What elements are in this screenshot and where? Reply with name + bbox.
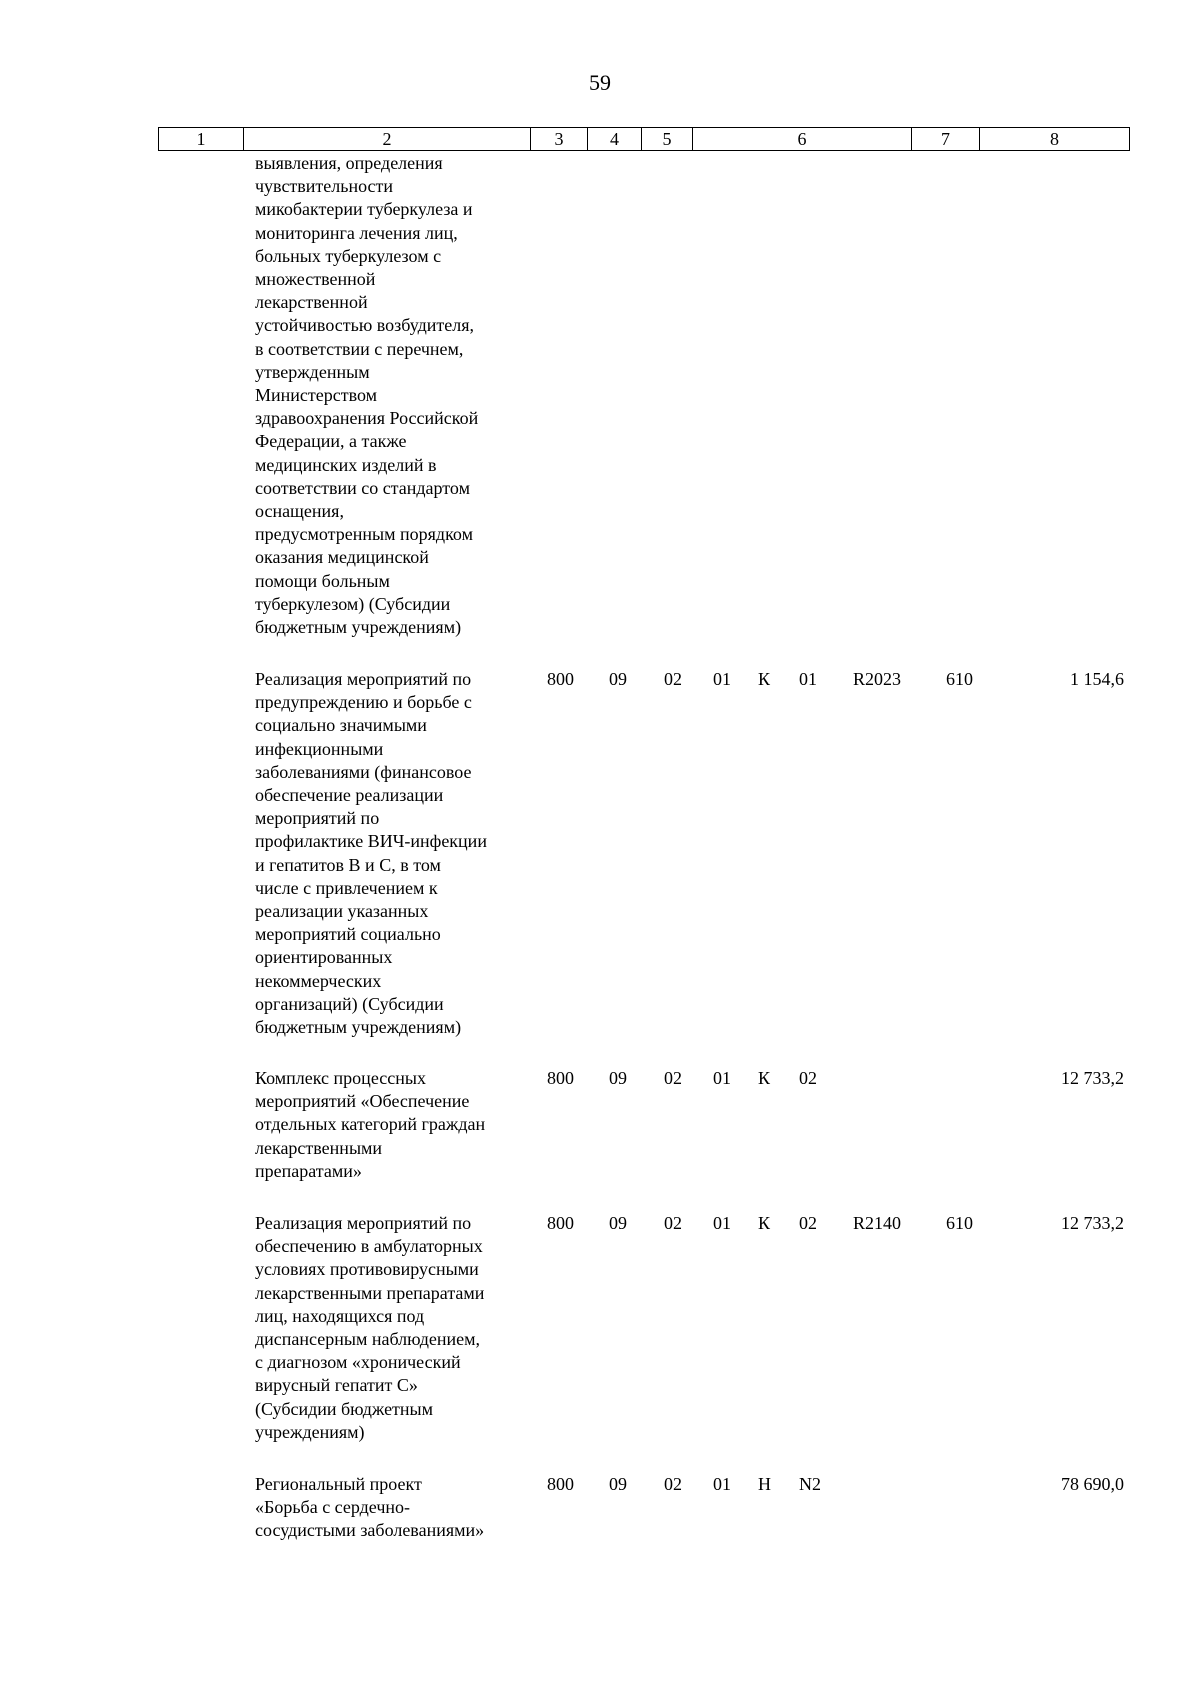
cell-grbs: 800	[547, 1068, 574, 1088]
header-col-7: 7	[912, 128, 980, 151]
header-col-6: 6	[693, 128, 912, 151]
header-col-8: 8	[980, 128, 1130, 151]
cell-target-event: N2	[799, 1474, 821, 1494]
cell-grbs: 800	[547, 1474, 574, 1494]
cell-target-type: К	[758, 669, 771, 689]
row-description: Реализация мероприятий по предупреждению и борьбе с социально значимыми инфекционными заболеваниями (финансовое обеспечение реализации мероприятий по профилактике ВИЧ-инфекции и гепатитов B и C, в том числе с привлечением к реализации указанных мероприятий социально ориентированных некоммерческих организаций) (Субсидии бюджетным учреждениям)	[255, 669, 487, 1038]
cell-target-program: 01	[713, 1474, 731, 1494]
row-description: Комплекс процессных мероприятий «Обеспечение отдельных категорий граждан лекарственными препаратами»	[255, 1068, 486, 1181]
cell-grbs: 800	[547, 669, 574, 689]
cell-target-program: 01	[713, 1068, 731, 1088]
cell-subsection: 02	[664, 1068, 682, 1088]
cell-target-type: К	[758, 1068, 771, 1088]
cell-section: 09	[609, 1213, 627, 1233]
header-col-3: 3	[531, 128, 588, 151]
cell-section: 09	[609, 1474, 627, 1494]
column-number-header	[158, 127, 1130, 151]
cell-target-direction: R2140	[853, 1213, 902, 1233]
cell-target-type: Н	[758, 1474, 771, 1494]
header-col-4: 4	[588, 128, 642, 151]
header-col-5: 5	[642, 128, 693, 151]
cell-subsection: 02	[664, 669, 682, 689]
cell-target-direction: R2023	[853, 669, 902, 689]
row-description: выявления, определения чувствительности микобактерии туберкулеза и мониторинга лечения лиц, больных туберкулезом с множественной лекарственной устойчивостью возбудителя, в соответствии с перечнем, утвержденным Министерством здравоохранения Российской Федерации, а также медицинских изделий в соответствии со стандартом оснащения, предусмотренным порядком оказания медицинской помощи больным туберкулезом) (Субсидии бюджетным учреждениям)	[255, 153, 479, 638]
cell-target-program: 01	[713, 669, 731, 689]
cell-subsection: 02	[664, 1213, 682, 1233]
cell-expense-type: 610	[946, 1213, 973, 1233]
page-number: 59	[589, 70, 611, 95]
cell-target-type: К	[758, 1213, 771, 1233]
row-description: Региональный проект «Борьба с сердечно- сосудистыми заболеваниями»	[255, 1474, 485, 1541]
cell-sum: 78 690,0	[1061, 1474, 1124, 1494]
cell-section: 09	[609, 1068, 627, 1088]
header-col-1: 1	[159, 128, 244, 151]
cell-target-event: 02	[799, 1213, 817, 1233]
cell-target-program: 01	[713, 1213, 731, 1233]
cell-section: 09	[609, 669, 627, 689]
cell-sum: 1 154,6	[1070, 669, 1124, 689]
header-col-2: 2	[244, 128, 531, 151]
cell-grbs: 800	[547, 1213, 574, 1233]
cell-sum: 12 733,2	[1061, 1068, 1124, 1088]
cell-target-event: 02	[799, 1068, 817, 1088]
row-description: Реализация мероприятий по обеспечению в амбулаторных условиях противовирусными лекарственными препаратами лиц, находящихся под диспансерным наблюдением, с диагнозом «хронический вирусный гепатит С» (Субсидии бюджетным учреждениям)	[255, 1213, 485, 1442]
cell-sum: 12 733,2	[1061, 1213, 1124, 1233]
cell-subsection: 02	[664, 1474, 682, 1494]
cell-expense-type: 610	[946, 669, 973, 689]
cell-target-event: 01	[799, 669, 817, 689]
